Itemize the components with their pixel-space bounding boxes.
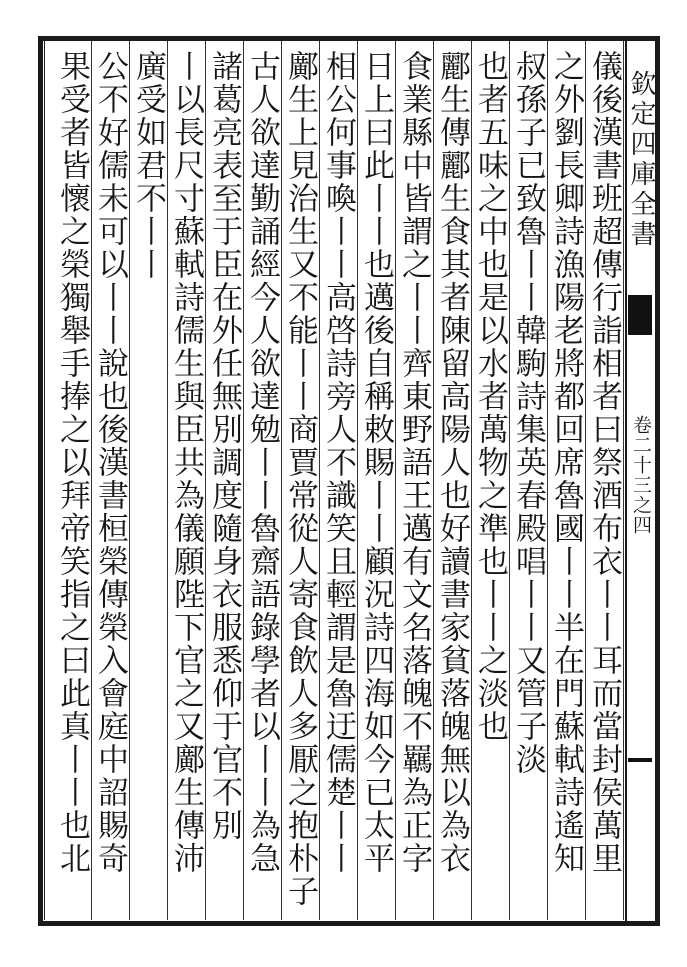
- text-column: 叔孫子已致魯丨丨韓駒詩集英春殿唱丨丨又管子淡: [510, 50, 546, 776]
- column-rule: [243, 41, 244, 920]
- book-title: 欽定四庫全書: [626, 70, 656, 250]
- text-column: 酈生傳酈生食其者陳留高陽人也好讀書家貧落魄無以為衣: [434, 50, 470, 875]
- column-rule: [623, 41, 624, 920]
- column-rule: [547, 41, 548, 920]
- text-column: 儀後漢書班超傳行詣相者曰祭酒布衣丨丨耳而當封侯萬里: [586, 50, 622, 875]
- volume-label: 卷二十三之四: [630, 415, 652, 535]
- column-rule: [357, 41, 358, 920]
- column-rule: [471, 41, 472, 920]
- column-rule: [281, 41, 282, 920]
- column-rule: [433, 41, 434, 920]
- column-rule: [585, 41, 586, 920]
- text-column: 相公何事喚丨丨高啓詩旁人不識笑且輕謂是魯迂儒楚丨丨: [320, 50, 356, 875]
- text-column: 公不好儒未可以丨丨說也後漢書桓榮傳榮入會庭中詔賜奇: [92, 50, 128, 875]
- text-column: 丨以長尺寸蘇軾詩儒生與臣共為儀願陛下官之又鄺生傳沛: [168, 50, 204, 875]
- text-column: 日上曰此丨丨也邁後自稱敕賜丨丨顧況詩四海如今已太平: [358, 50, 394, 875]
- column-rule: [509, 41, 510, 920]
- column-rule: [319, 41, 320, 920]
- fishtail-mark: [628, 295, 652, 335]
- column-rule: [205, 41, 206, 920]
- column-rule: [395, 41, 396, 920]
- text-column: 食業縣中皆謂之丨丨齊東野語王邁有文名落魄不羈為正字: [396, 50, 432, 875]
- text-column: 廣受如君不丨丨: [130, 50, 166, 281]
- text-column: 諸葛亮表至于臣在外任無別調度隨身衣服悉仰于官不別: [206, 50, 242, 842]
- text-column: 也者五味之中也是以水者萬物之準也丨丨之淡也: [472, 50, 508, 743]
- text-column: 果受者皆懷之榮獨舉手捧之以拜帝笑指之曰此真丨丨也北: [54, 50, 90, 875]
- column-rule: [91, 41, 92, 920]
- column-rule: [167, 41, 168, 920]
- text-column: 古人欲達勤誦經今人欲達勉丨丨魯齋語錄學者以丨丨為急: [244, 50, 280, 875]
- text-column: 鄺生上見治生又不能丨丨商賈常從人寄食飲人多厭之抱朴子: [282, 50, 318, 908]
- lower-fishtail-mark: [628, 758, 652, 762]
- column-rule: [129, 41, 130, 920]
- text-column: 之外劉長卿詩漁陽老將都回席魯國丨丨半在門蘇軾詩遙知: [548, 50, 584, 875]
